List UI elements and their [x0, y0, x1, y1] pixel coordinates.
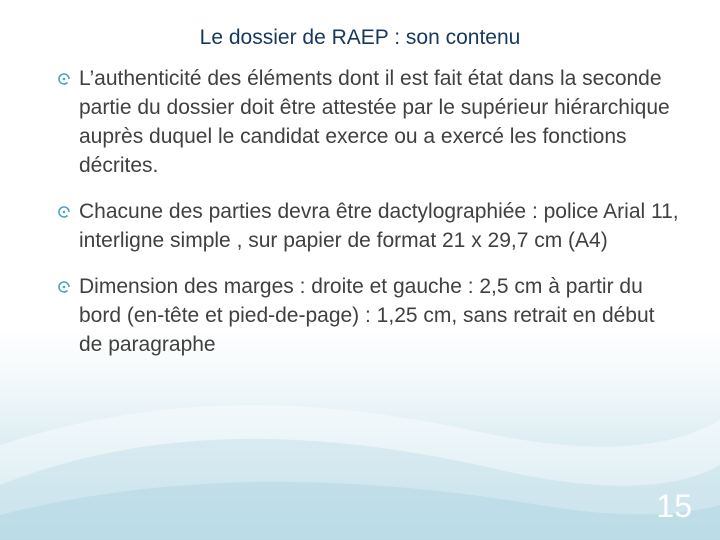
- bullet-item: [57, 64, 682, 180]
- bullet-item: [57, 197, 682, 255]
- bullet-marker-icon: [57, 280, 71, 294]
- bullet-text: L’authenticité des éléments dont il est fait état dans la seconde partie du dossier doit être attestée par le supérieur hiérarchique auprès duquel le candidat exerce ou a exercé les fonctions décrites.: [79, 67, 670, 177]
- bullet-item: [57, 272, 682, 359]
- bullet-marker-icon: [57, 205, 71, 219]
- bullet-text: Dimension des marges : droite et gauche : 2,5 cm à partir du bord (en-tête et pied-de-page) : 1,25 cm, sans retrait en début de paragraphe: [79, 275, 655, 356]
- bullet-text: Chacune des parties devra être dactylographiée : police Arial 11, interligne simple , sur papier de format 21 x 29,7 cm (A4): [79, 200, 679, 252]
- slide-title: Le dossier de RAEP : son contenu: [199, 26, 521, 49]
- bullet-list: [57, 64, 682, 376]
- page-number: 15: [656, 488, 692, 524]
- bullet-marker-icon: [57, 72, 71, 86]
